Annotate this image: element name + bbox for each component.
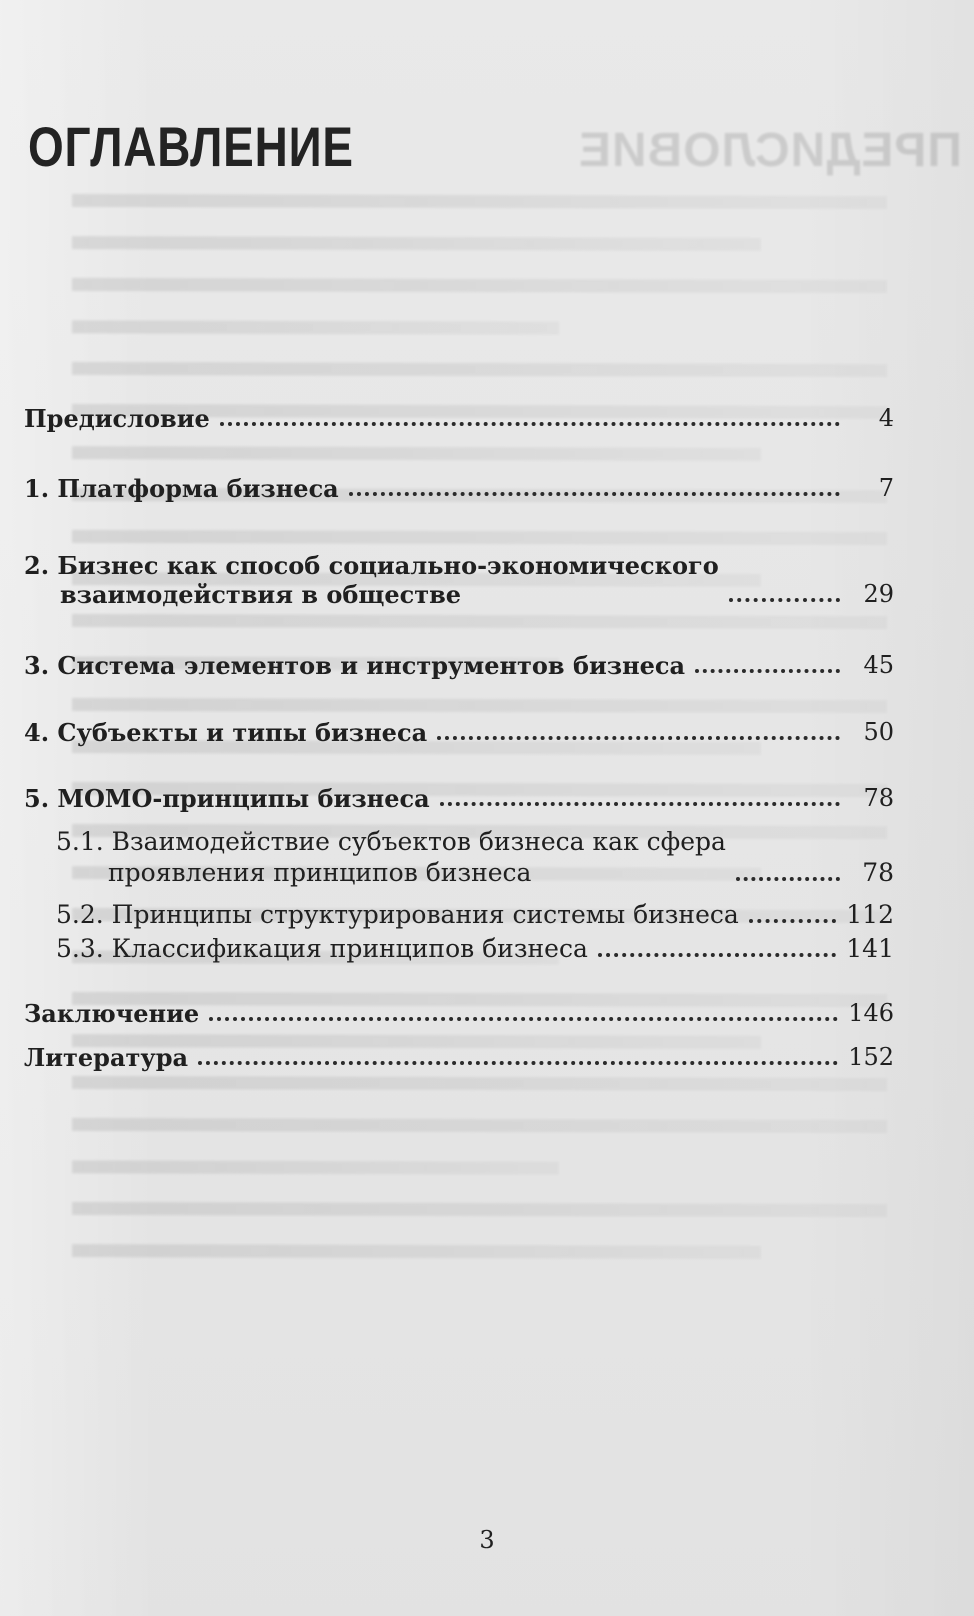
toc-dot-leader	[729, 598, 840, 602]
toc-entry-section-5-3[interactable]	[56, 933, 894, 964]
toc-entry-label: Заключение	[24, 999, 200, 1028]
toc-entry-label	[24, 551, 719, 609]
toc-page-number: 29	[863, 580, 894, 608]
toc-dot-leader	[440, 802, 840, 806]
bleed-through-line	[72, 446, 761, 461]
toc-page-number: 78	[862, 858, 894, 887]
page-title: ОГЛАВЛЕНИЕ	[28, 115, 354, 178]
toc-page-number: 152	[848, 1043, 894, 1071]
bleed-through-line	[72, 1202, 887, 1217]
bleed-through-line	[72, 1160, 559, 1174]
toc-entry-label: 1. Платформа бизнеса	[24, 474, 339, 503]
toc-page-number: 7	[878, 474, 894, 502]
toc-entry-section-5-1[interactable]	[56, 826, 894, 888]
toc-dot-leader	[695, 669, 840, 673]
bleed-through-line	[72, 278, 887, 293]
toc-dot-leader	[349, 492, 840, 496]
toc-entry-label	[56, 826, 726, 888]
page-number: 3	[479, 1526, 495, 1554]
toc-entry-references[interactable]	[24, 1043, 894, 1072]
bleed-through-line	[72, 320, 559, 334]
bleed-through-line	[72, 236, 761, 251]
toc-entry-line: 5.1. Взаимодействие субъектов бизнеса как сфера	[56, 827, 726, 856]
bleed-through-line	[72, 194, 887, 209]
toc-dot-leader	[598, 953, 836, 957]
toc-page-number: 45	[863, 651, 894, 679]
toc-dot-leader	[749, 919, 837, 923]
toc-entry-line: взаимодействия в обществе	[60, 580, 462, 609]
bleed-through-line	[72, 698, 887, 713]
toc-page-number: 4	[878, 404, 894, 432]
toc-entry-section-5-2[interactable]	[56, 899, 894, 930]
toc-entry-label: 3. Система элементов и инструментов бизнеса	[24, 651, 686, 680]
bleed-through-line	[72, 1118, 887, 1133]
toc-entry-label: Литература	[24, 1043, 189, 1072]
toc-page-number: 112	[846, 900, 894, 929]
toc-entry-chapter-2[interactable]	[24, 551, 894, 609]
bleed-through-line	[72, 1244, 761, 1259]
bleed-through-heading: ПРЕДИСЛОВИЕ	[578, 124, 962, 177]
toc-entry-chapter-3[interactable]	[24, 651, 894, 680]
toc-entry-label: 5.2. Принципы структурирования системы бизнеса	[56, 900, 739, 929]
toc-dot-leader	[209, 1017, 838, 1021]
toc-entry-preface[interactable]	[24, 404, 894, 433]
toc-entry-line: 2. Бизнес как способ социально-экономического	[24, 551, 719, 580]
toc-page-number: 78	[863, 784, 894, 812]
bleed-through-line	[72, 362, 887, 377]
bleed-through-line	[72, 1076, 887, 1091]
toc-entry-label: 5. МОМО-принципы бизнеса	[24, 784, 430, 813]
toc-dot-leader	[736, 877, 840, 881]
bleed-through-text	[72, 195, 912, 1315]
toc-entry-label: 4. Субъекты и типы бизнеса	[24, 718, 428, 747]
toc-dot-leader	[198, 1061, 838, 1065]
bleed-through-line	[72, 530, 887, 545]
toc-page-number: 50	[863, 718, 894, 746]
toc-dot-leader	[437, 736, 840, 740]
toc-entry-chapter-5[interactable]	[24, 784, 894, 813]
toc-dot-leader	[220, 422, 840, 426]
toc-entry-conclusion[interactable]	[24, 999, 894, 1028]
toc-entry-line: проявления принципов бизнеса	[108, 858, 532, 887]
toc-entry-chapter-1[interactable]	[24, 474, 894, 503]
toc-page-number: 146	[848, 999, 894, 1027]
toc-entry-label: Предисловие	[24, 404, 210, 433]
bleed-through-line	[72, 614, 887, 629]
toc-entry-label: 5.3. Классификация принципов бизнеса	[56, 934, 588, 963]
toc-entry-chapter-4[interactable]	[24, 718, 894, 747]
toc-page-number: 141	[846, 934, 894, 963]
